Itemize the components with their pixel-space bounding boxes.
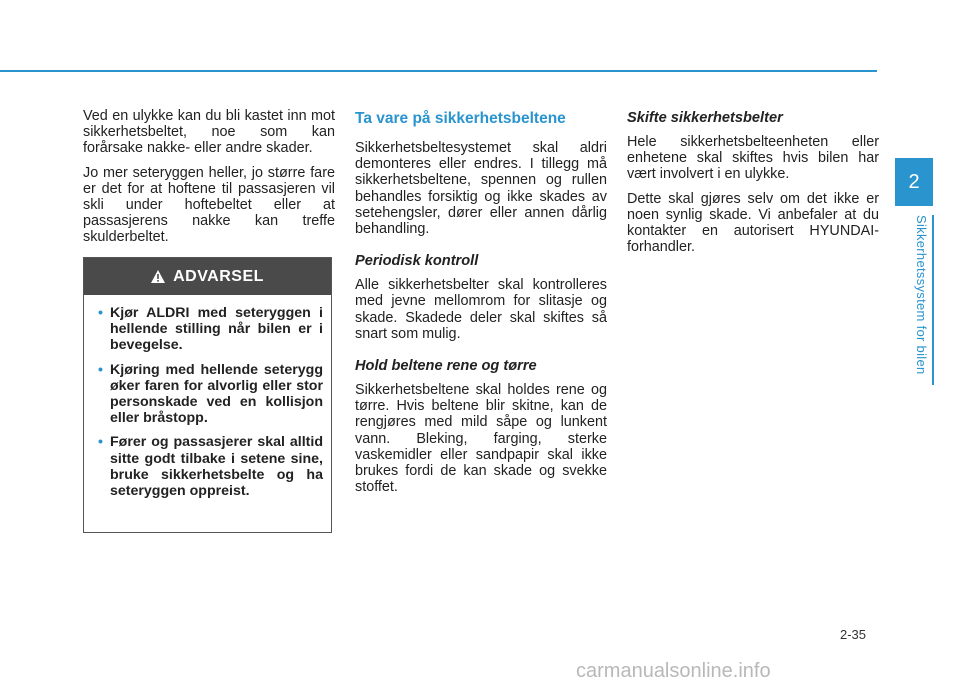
- paragraph: Sikkerhetsbeltesystemet skal aldri demonteres eller endres. I tillegg må sikkerhetsbeltene, spennen og rullen behandles forsiktig og ikke skades av setehengsler, dører eller annen dårlig behandling.: [355, 140, 607, 238]
- warning-item-text: Fører og passasjerer skal alltid sitte godt tilbake i setene sine, bruke sikkerhetsbelte og ha seteryggen oppreist.: [110, 434, 323, 500]
- paragraph: Jo mer seteryggen heller, jo større fare er det for at hoftene til passasjeren vil skli under hoftebeltet eller at passasjerens nakke kan treffe skulderbeltet.: [83, 164, 335, 246]
- warning-list: [84, 295, 331, 499]
- paragraph: Dette skal gjøres selv om det ikke er noen synlig skade. Vi anbefaler at du kontakter en autorisert HYUNDAI-forhandler.: [627, 190, 879, 256]
- chapter-title: Sikkerhetssystem for bilen: [914, 215, 929, 375]
- paragraph: Sikkerhetsbeltene skal holdes rene og tørre. Hvis beltene blir skitne, kan de rengjøres med mild såpe og lunkent vann. Bleking, farging, sterke vaskemidler eller sandpapir skal ikke brukes fordi de kan skade og svekke stoffet.: [355, 382, 607, 496]
- warning-item-text: Kjøring med hellende seterygg øker faren for alvorlig eller stor personskade ved en kollisjon eller bråstopp.: [110, 361, 323, 427]
- column-3: [627, 108, 879, 263]
- paragraph: Alle sikkerhetsbelter skal kontrolleres med jevne mellomrom for slitasje og skade. Skadede deler skal skiftes så snart som mulig.: [355, 277, 607, 342]
- warning-title: ADVARSEL: [173, 267, 264, 285]
- warning-item: [98, 434, 323, 499]
- warning-item-text: Kjør ALDRI med seteryggen i hellende stilling når bilen er i bevegelse.: [110, 305, 323, 354]
- paragraph: Ved en ulykke kan du bli kastet inn mot sikkerhetsbeltet, noe som kan forårsake nakke- eller andre skader.: [83, 108, 335, 157]
- top-rule: [0, 70, 877, 72]
- column-2: [355, 108, 607, 503]
- bullet-icon: •: [98, 305, 103, 321]
- bullet-icon: •: [98, 434, 103, 451]
- warning-item: [98, 305, 323, 354]
- subheading: Skifte sikkerhetsbelter: [627, 110, 783, 126]
- chapter-divider: [932, 215, 934, 385]
- warning-triangle-icon: [151, 270, 165, 283]
- subheading: Hold beltene rene og tørre: [355, 358, 537, 375]
- paragraph: Hele sikkerhetsbelteenheten eller enhetene skal skiftes hvis bilen har vært involvert i en ulykke.: [627, 134, 879, 183]
- chapter-number-tab[interactable]: 2: [895, 158, 933, 206]
- column-1: [83, 108, 335, 254]
- section-heading: Ta vare på sikkerhetsbeltene: [355, 110, 566, 127]
- bullet-icon: •: [98, 361, 103, 378]
- warning-box: [83, 257, 332, 533]
- page-number: 2-35: [840, 627, 867, 642]
- watermark: carmanualsonline.info: [576, 660, 771, 682]
- subheading: Periodisk kontroll: [355, 253, 479, 270]
- warning-header: [84, 258, 331, 295]
- warning-item: [98, 362, 323, 427]
